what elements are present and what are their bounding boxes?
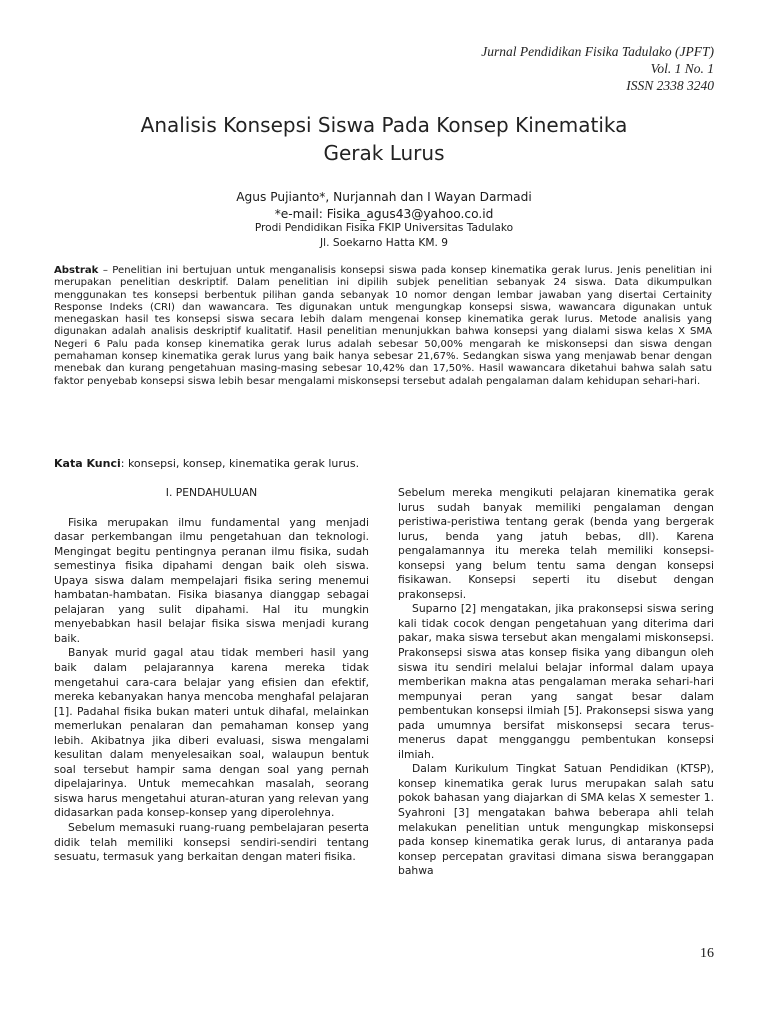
section-title: I. PENDAHULUAN <box>165 486 258 499</box>
abstract-text: – Penelitian ini bertujuan untuk menganalisis konsepsi siswa pada konsep kinematika gerak lurus. Jenis penelitian ini merupakan penelitian deskriptif. Dalam penelitian ini dipilih subjek penelitian sebanyak 24 siswa. Data dikumpulkan menggunakan tes konsepsi berbentuk pilihan ganda sebanyak 10 nomor dengan lembar jawaban yang disertai Certainity Response Indeks (CRI) dan wawancara. Tes digunakan untuk mengungkap konsepsi siswa, wawancara digunakan untuk menegaskan hasil tes konsepsi siswa secara lebih dalam mengenai konsep kinematika gerak lurus. Metode analisis yang digunakan adalah analisis deskriptif kualitatif. Hasil penelitian menunjukkan bahwa konsepsi yang dialami siswa kelas X SMA Negeri 6 Palu pada konsep kinematika gerak lurus adalah sebesar 50,00% mengarah ke miskonsepsi dan siswa dengan pemahaman konsep kinematika gerak lurus yang baik hanya sebesar 21,67%. Sedangkan siswa yang menjawab benar dengan menebak dan kurang pengetahuan masing-masing sebesar 10,42% dan 17,50%. Hasil wawancara diketahui bahwa salah satu faktor penyebab konsepsi siswa lebih besar mengalami miskonsepsi tersebut adalah pengalaman dalam kehidupan sehari-hari. <box>54 265 712 387</box>
title-line-2: Gerak Lurus <box>323 141 445 165</box>
page-number: 16 <box>700 946 714 961</box>
keywords <box>54 456 712 471</box>
paragraph: Dalam Kurikulum Tingkat Satuan Pendidikan (KTSP), konsep kinematika gerak lurus merupakan salah satu pokok bahasan yang diajarkan di SMA kelas X semester 1. Syahroni [3] mengatakan bahwa beberapa ahli telah melakukan penelitian untuk mengungkap miskonsepsi pada konsep kinematika gerak lurus, di antaranya pada konsep percepatan gravitasi dimana siswa beranggapan bahwa <box>398 762 714 878</box>
author-affiliation: Prodi Pendidikan Fisika FKIP Universitas Tadulako <box>254 222 514 234</box>
paragraph: Sebelum mereka mengikuti pelajaran kinematika gerak lurus sudah banyak memiliki pengalaman dengan peristiwa-peristiwa tentang gerak (benda yang bergerak lurus, benda yang jatuh bebas, dll). Karena pengalamannya itu mereka telah memiliki konsepsi-konsepsi yang belum tentu sama dengan konsepsi fisikawan. Konsepsi seperti itu disebut dengan prakonsepsi. <box>398 486 714 601</box>
author-address: Jl. Soekarno Hatta KM. 9 <box>320 237 448 249</box>
affiliation-block <box>60 221 708 251</box>
paragraph: Sebelum memasuki ruang-ruang pembelajaran peserta didik telah memiliki konsepsi sendiri-sendiri tentang sesuatu, termasuk yang berkaitan dengan materi fisika. <box>54 821 369 864</box>
author-block <box>60 189 708 223</box>
abstract <box>54 265 712 388</box>
paragraph: Suparno [2] mengatakan, jika prakonsepsi siswa sering kali tidak cocok dengan pengetahuan yang diterima dari pakar, maka siswa tersebut akan mengalami miskonsepsi. Prakonsepsi siswa atas konsep fisika yang dibangun oleh siswa itu sendiri melalui belajar informal dalam upaya memberikan makna atas pengalaman meraka sehari-hari mempunyai peran yang sangat besar dalam pembentukan konsepsi ilmiah [5]. Prakonsepsi siswa yang pada umumnya bersifat miskonsepsi secara terus-menerus dapat mengganggu pembentukan konsepsi ilmiah. <box>398 602 714 761</box>
paragraph: Fisika merupakan ilmu fundamental yang menjadi dasar perkembangan ilmu pengetahuan dan teknologi. Mengingat begitu pentingnya peranan ilmu fisika, sudah semestinya fisika dipahami dengan baik oleh siswa. Upaya siswa dalam mempelajari fisika sering menemui hambatan-hambatan. Fisika biasanya dianggap sebagai pelajaran yang sulit dipahami. Hal itu mungkin menyebabkan hasil belajar fisika siswa menjadi kurang baik. <box>54 515 369 645</box>
paragraph: Banyak murid gagal atau tidak memberi hasil yang baik dalam pelajarannya karena mereka tidak mengetahui cara-cara belajar yang efisien dan efektif, mereka kebanyakan hanya mencoba menghafal pelajaran [1]. Padahal fisika bukan materi untuk dihafal, melainkan memerlukan penalaran dan pemahaman konsep yang lebih. Akibatnya jika diberi evaluasi, siswa mengalami kesulitan dalam menyelesaikan soal, walaupun bentuk soal tersebut hampir sama dengan soal yang pernah dipelajarinya. Untuk memecahkan masalah, seorang siswa harus mengetahui aturan-aturan yang relevan yang didasarkan pada konsep-konsep yang diperolehnya. <box>54 646 369 820</box>
journal-issn: ISSN 2338 3240 <box>626 78 714 93</box>
journal-header <box>481 43 714 94</box>
paper-title <box>60 111 708 167</box>
author-names: Agus Pujianto*, Nurjannah dan I Wayan Darmadi <box>236 190 532 204</box>
keywords-label: Kata Kunci <box>54 457 121 470</box>
journal-volume: Vol. 1 No. 1 <box>650 61 714 76</box>
left-column <box>54 486 369 865</box>
keywords-text: : konsepsi, konsep, kinematika gerak lurus. <box>120 457 360 470</box>
abstract-label: Abstrak <box>54 265 99 276</box>
right-column <box>398 486 714 879</box>
author-email: *e-mail: Fisika_agus43@yahoo.co.id <box>274 207 494 221</box>
title-line-1: Analisis Konsepsi Siswa Pada Konsep Kinematika <box>140 113 628 137</box>
journal-name: Jurnal Pendidikan Fisika Tadulako (JPFT) <box>481 44 714 59</box>
